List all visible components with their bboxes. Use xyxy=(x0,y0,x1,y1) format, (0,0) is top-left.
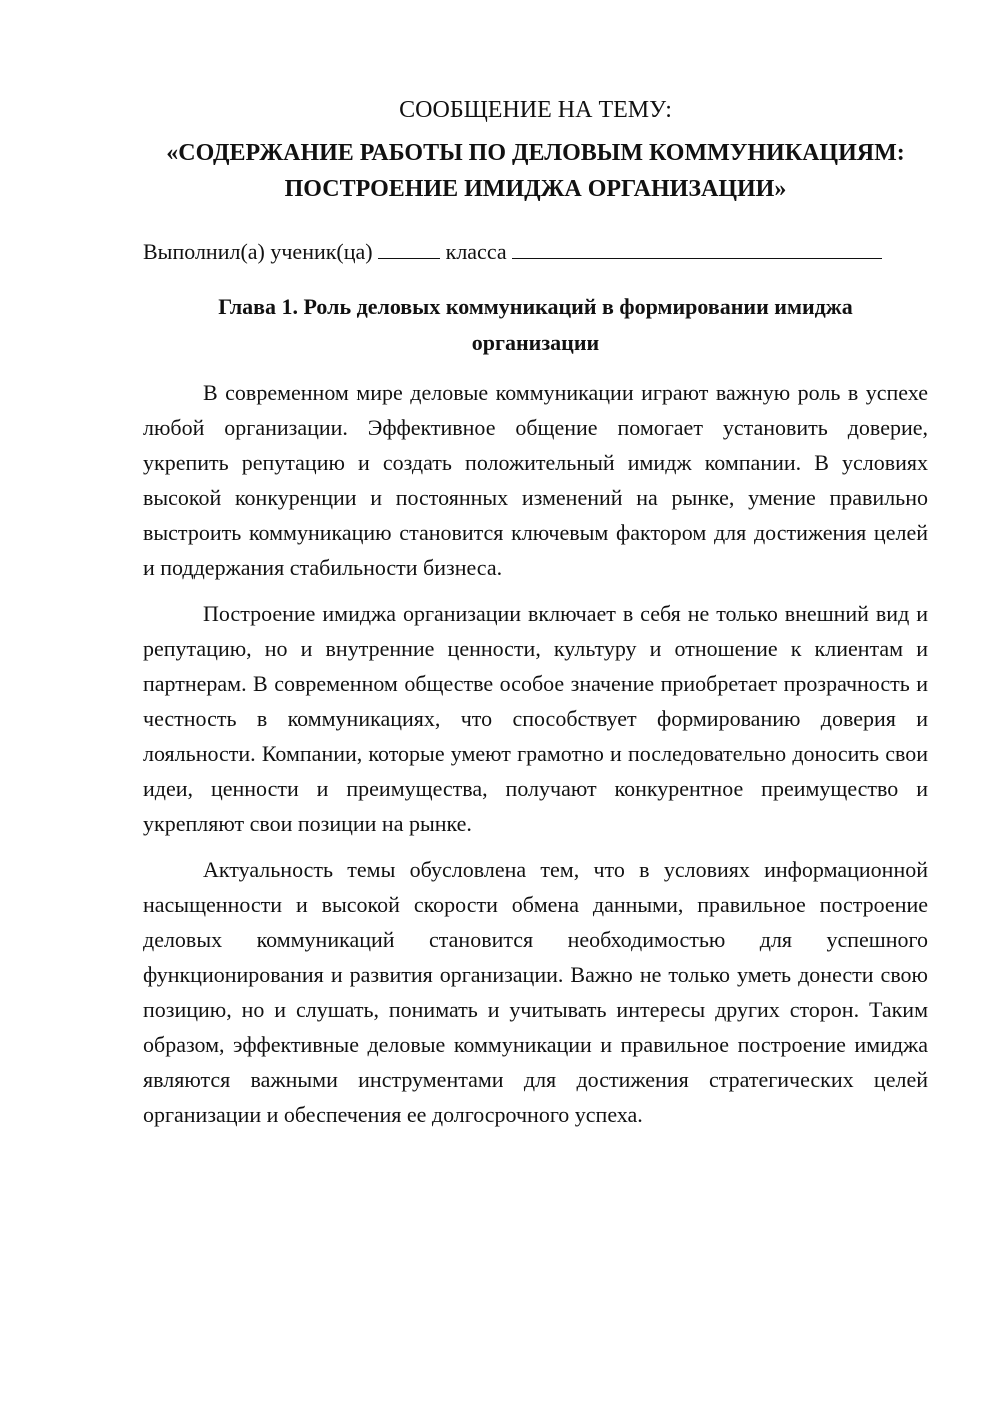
chapter-title: Глава 1. Роль деловых коммуникаций в формировании имиджа организации xyxy=(218,294,853,355)
paragraph-3: Актуальность темы обусловлена тем, что в условиях информационной насыщенности и высокой скорости обмена данными, правильное построение деловых коммуникаций становится необходимостью для успешного функционирования и развития организации. Важно не только уметь донести свою позицию, но и слушать, понимать и учитывать интересы других сторон. Таким образом, эффективные деловые коммуникации и правильное построение имиджа являются важными инструментами для достижения стратегических целей организации и обеспечения ее долгосрочного успеха. xyxy=(143,857,928,1127)
class-number-blank xyxy=(378,238,440,259)
document-title xyxy=(143,135,928,207)
author-byline xyxy=(143,237,928,267)
document-page xyxy=(143,95,928,1132)
author-name-blank xyxy=(512,238,882,259)
document-title-line-1: «СОДЕРЖАНИЕ РАБОТЫ ПО ДЕЛОВЫМ КОММУНИКАЦИЯМ: xyxy=(166,140,905,166)
byline-class-label: класса xyxy=(445,239,507,264)
document-title-line-2: ПОСТРОЕНИЕ ИМИДЖА ОРГАНИЗАЦИИ» xyxy=(284,176,787,202)
document-header: СООБЩЕНИЕ НА ТЕМУ: xyxy=(399,97,672,123)
byline-prefix: Выполнил(а) ученик(ца) xyxy=(143,239,373,264)
paragraph-1: В современном мире деловые коммуникации играют важную роль в успехе любой организации. Эффективное общение помогает установить доверие, укрепить репутацию и создать положительный имидж компании. В условиях высокой конкуренции и постоянных изменений на рынке, умение правильно выстроить коммуникацию становится ключевым фактором для достижения целей и поддержания стабильности бизнеса. xyxy=(143,380,928,580)
paragraph-2: Построение имиджа организации включает в себя не только внешний вид и репутацию, но и внутренние ценности, культуру и отношение к клиентам и партнерам. В современном обществе особое значение приобретает прозрачность и честность в коммуникациях, что способствует формированию доверия и лояльности. Компании, которые умеют грамотно и последовательно доносить свои идеи, ценности и преимущества, получают конкурентное преимущество и укрепляют свои позиции на рынке. xyxy=(143,601,928,836)
